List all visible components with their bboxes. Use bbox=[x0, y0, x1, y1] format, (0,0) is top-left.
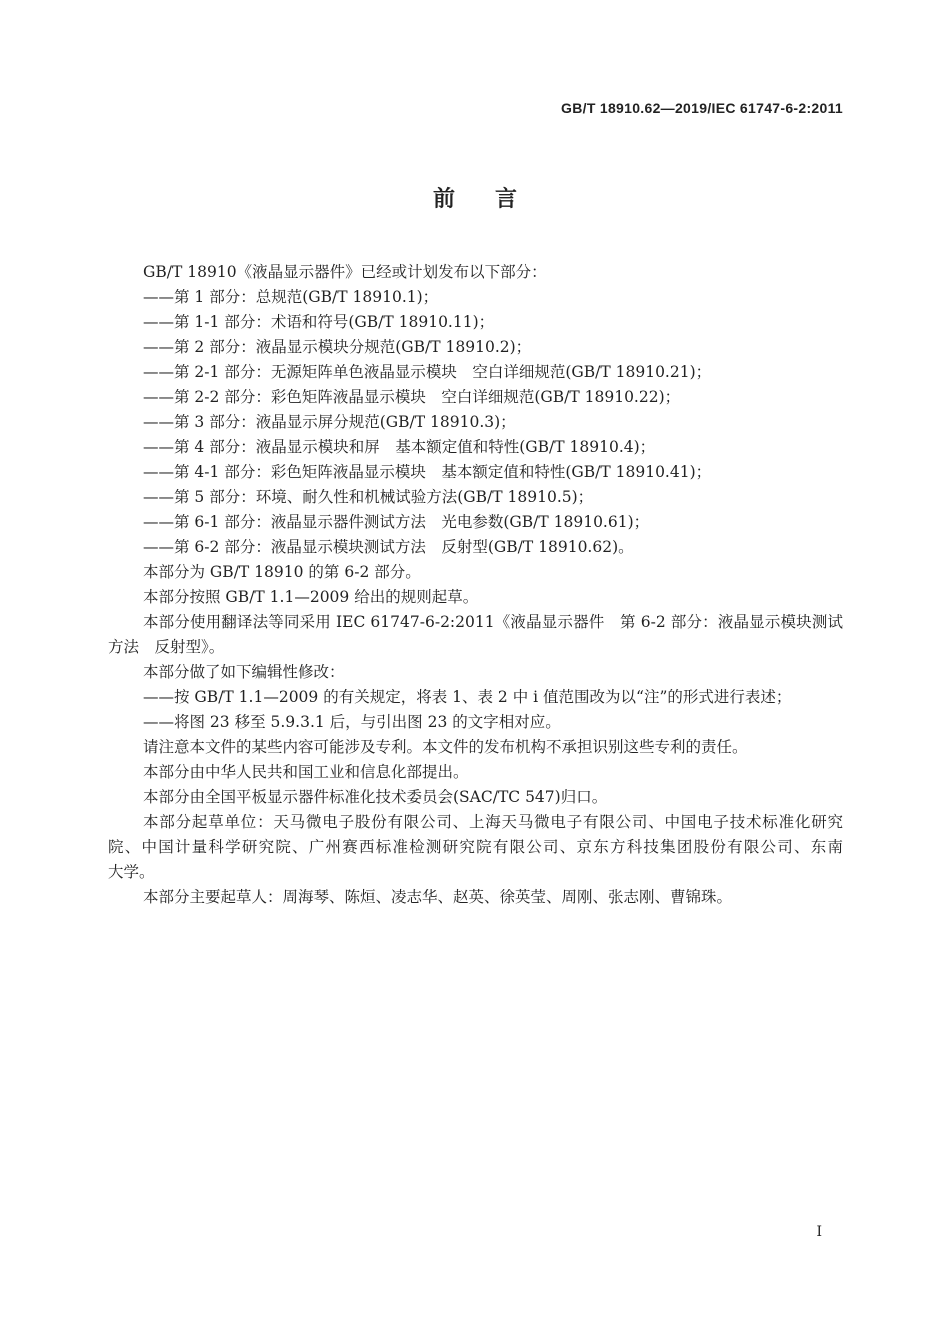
text-line: ——第 2-2 部分：彩色矩阵液晶显示模块 空白详细规范(GB/T 18910.22)； bbox=[143, 388, 681, 406]
text-line: 本部分由全国平板显示器件标准化技术委员会(SAC/TC 547)归口。 bbox=[143, 788, 608, 806]
text-line: ——第 5 部分：环境、耐久性和机械试验方法(GB/T 18910.5)； bbox=[143, 488, 594, 506]
standard-code-header: GB/T 18910.62—2019/IEC 61747-6-2:2011 bbox=[561, 100, 843, 116]
text-line: 本部分由中华人民共和国工业和信息化部提出。 bbox=[143, 763, 469, 781]
text-line: 方法 反射型》。 bbox=[108, 638, 225, 656]
text-line: 本部分使用翻译法等同采用 IEC 61747-6-2:2011《液晶显示器件 第 6-2 部分：液晶显示模块测试 bbox=[143, 613, 843, 631]
page-title: 前言 bbox=[432, 186, 557, 212]
text-line: 院、中国计量科学研究院、广州赛西标准检测研究院有限公司、京东方科技集团股份有限公司、东南 bbox=[108, 838, 843, 856]
text-line: ——按 GB/T 1.1—2009 的有关规定，将表 1、表 2 中 i 值范围改为以“注”的形式进行表述； bbox=[143, 688, 792, 706]
text-line: 本部分按照 GB/T 1.1—2009 给出的规则起草。 bbox=[143, 588, 479, 606]
text-line: 大学。 bbox=[108, 863, 155, 881]
text-line: ——第 2-1 部分：无源矩阵单色液晶显示模块 空白详细规范(GB/T 18910.21)； bbox=[143, 363, 712, 381]
foreword-body bbox=[108, 260, 843, 910]
text-line: ——第 6-1 部分：液晶显示器件测试方法 光电参数(GB/T 18910.61)； bbox=[143, 513, 650, 531]
text-line: ——第 2 部分：液晶显示模块分规范(GB/T 18910.2)； bbox=[143, 338, 532, 356]
text-line: ——第 1-1 部分：术语和符号(GB/T 18910.11)； bbox=[143, 313, 495, 331]
text-line: ——将图 23 移至 5.9.3.1 后，与引出图 23 的文字相对应。 bbox=[143, 713, 561, 731]
text-line: ——第 6-2 部分：液晶显示模块测试方法 反射型(GB/T 18910.62)。 bbox=[143, 538, 634, 556]
text-line: 本部分做了如下编辑性修改： bbox=[143, 663, 345, 681]
text-line: ——第 4 部分：液晶显示模块和屏 基本额定值和特性(GB/T 18910.4)； bbox=[143, 438, 656, 456]
text-line: ——第 1 部分：总规范(GB/T 18910.1)； bbox=[143, 288, 439, 306]
text-line: GB/T 18910《液晶显示器件》已经或计划发布以下部分： bbox=[143, 263, 547, 281]
text-line: ——第 4-1 部分：彩色矩阵液晶显示模块 基本额定值和特性(GB/T 18910.41)； bbox=[143, 463, 712, 481]
page-number: I bbox=[816, 1224, 822, 1240]
text-line: 本部分主要起草人：周海琴、陈烜、凌志华、赵英、徐英莹、周刚、张志刚、曹锦珠。 bbox=[143, 888, 733, 906]
text-line: 请注意本文件的某些内容可能涉及专利。本文件的发布机构不承担识别这些专利的责任。 bbox=[143, 738, 748, 756]
text-line: 本部分为 GB/T 18910 的第 6-2 部分。 bbox=[143, 563, 421, 581]
text-line: 本部分起草单位：天马微电子股份有限公司、上海天马微电子有限公司、中国电子技术标准化研究 bbox=[143, 813, 843, 831]
text-line: ——第 3 部分：液晶显示屏分规范(GB/T 18910.3)； bbox=[143, 413, 516, 431]
